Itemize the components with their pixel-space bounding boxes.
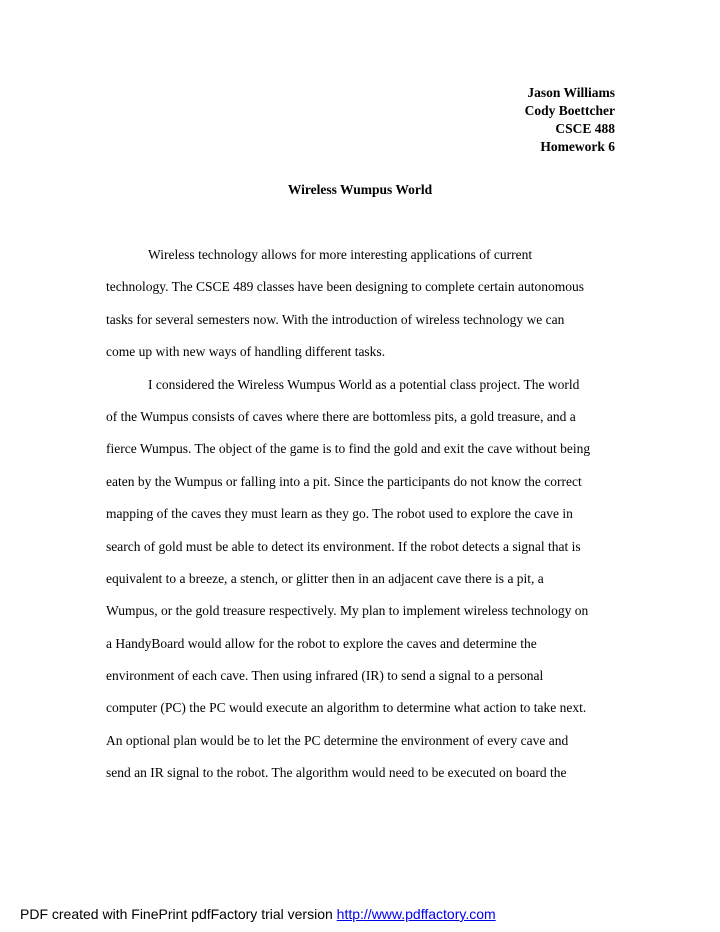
paragraph-line: An optional plan would be to let the PC determine the environment of every cave and — [106, 732, 569, 748]
document-title: Wireless Wumpus World — [287, 182, 433, 197]
paragraph-line: Wireless technology allows for more interesting applications of current — [148, 247, 533, 262]
paragraph-line: I considered the Wireless Wumpus World as a potential class project. The world — [148, 376, 580, 392]
author-name-1: Jason Williams — [527, 85, 615, 100]
paragraph-line: environment of each cave. Then using infrared (IR) to send a signal to a personal — [106, 668, 544, 684]
paragraph-line: fierce Wumpus. The object of the game is to find the gold and exit the cave without being — [106, 441, 591, 457]
course-code: CSCE 488 — [555, 121, 615, 136]
paragraph-line: Wumpus, or the gold treasure respectively. My plan to implement wireless technology on — [106, 603, 589, 619]
assignment-label: Homework 6 — [540, 139, 615, 154]
paragraph-line: mapping of the caves they must learn as they go. The robot used to explore the cave in — [106, 506, 573, 522]
author-header — [525, 84, 615, 156]
paragraph-line: tasks for several semesters now. With the introduction of wireless technology we can — [106, 311, 565, 327]
paragraph-line: send an IR signal to the robot. The algorithm would need to be executed on board the — [106, 765, 567, 781]
paragraph-line: computer (PC) the PC would execute an algorithm to determine what action to take next. — [106, 700, 587, 716]
paragraph-line: eaten by the Wumpus or falling into a pit. Since the participants do not know the correct — [106, 473, 582, 489]
body-text — [106, 246, 616, 797]
paragraph-line: come up with new ways of handling different tasks. — [106, 344, 386, 360]
paragraph-line: search of gold must be able to detect its environment. If the robot detects a signal that is — [106, 538, 581, 554]
paragraph-line: technology. The CSCE 489 classes have been designing to complete certain autonomous — [106, 279, 585, 295]
author-name-2: Cody Boettcher — [524, 103, 615, 118]
footer-text: PDF created with FinePrint pdfFactory trial version — [20, 906, 337, 922]
pdf-footer — [20, 905, 496, 923]
paragraph-line: of the Wumpus consists of caves where there are bottomless pits, a gold treasure, and a — [106, 408, 576, 424]
paragraph-line: equivalent to a breeze, a stench, or glitter then in an adjacent cave there is a pit, a — [106, 570, 544, 586]
paragraph-line: a HandyBoard would allow for the robot to explore the caves and determine the — [106, 635, 537, 651]
pdffactory-link[interactable]: http://www.pdffactory.com — [336, 906, 496, 922]
